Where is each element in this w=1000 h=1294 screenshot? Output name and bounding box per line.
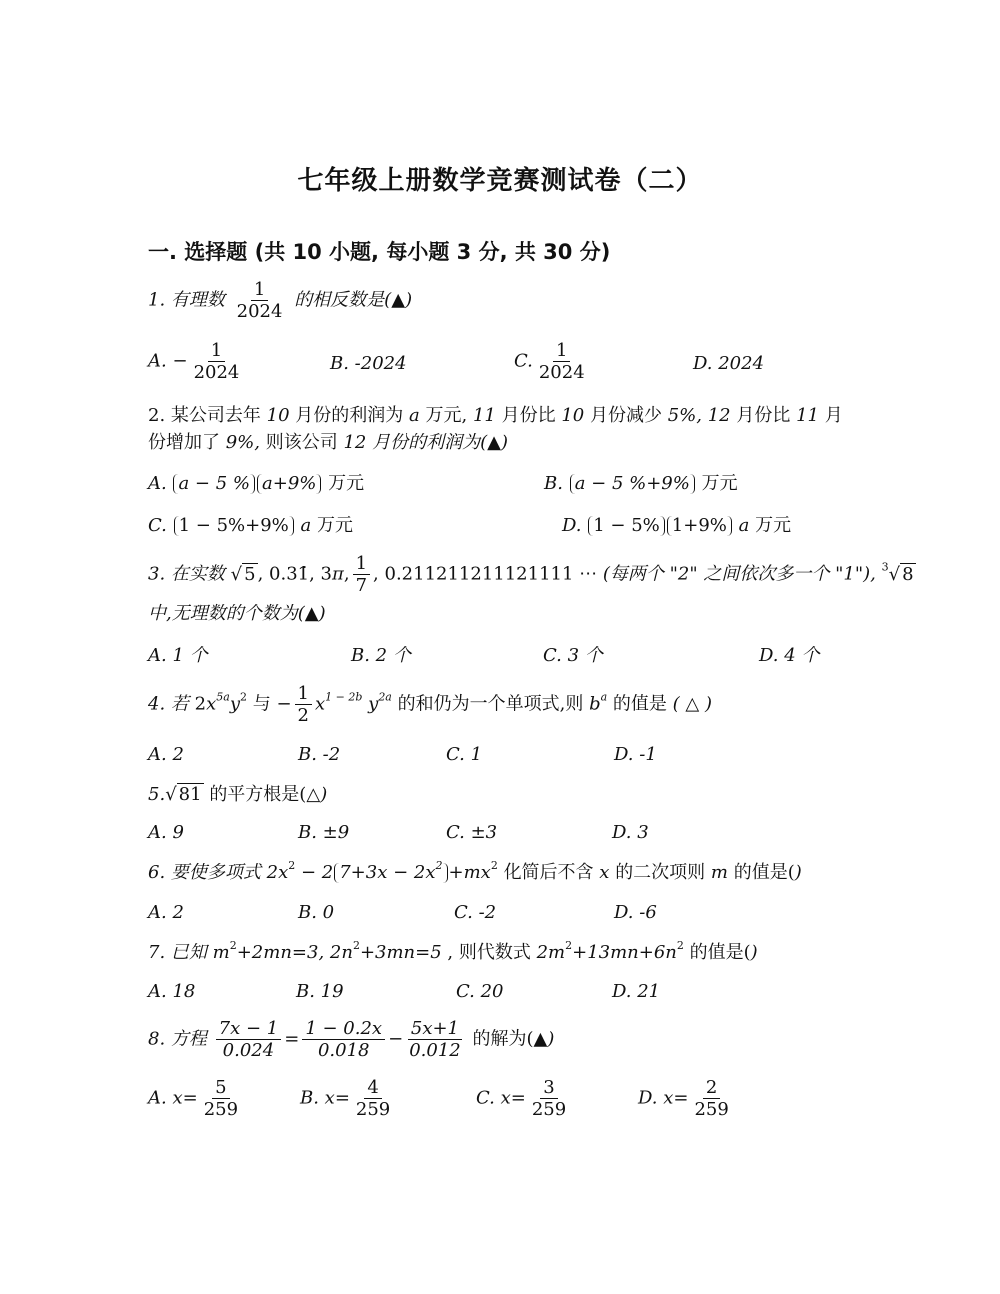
answer-mark: ( △ ) bbox=[672, 693, 712, 715]
inner-expression: 7+3x − 2x bbox=[339, 862, 436, 883]
exponent: 5a bbox=[216, 690, 230, 704]
q2-text: 则该公司 bbox=[265, 432, 338, 453]
q2-num: 11 bbox=[472, 405, 496, 426]
q5-option-c: C. ±3 bbox=[446, 822, 498, 843]
q6-text: 的二次项则 bbox=[615, 862, 706, 883]
q2-num: 10 bbox=[266, 405, 290, 426]
q2-text: 万元, bbox=[425, 405, 468, 426]
q8-fraction-1 bbox=[216, 1018, 282, 1061]
expression: +13mn+6n bbox=[572, 942, 677, 963]
q4-option-d: D. -1 bbox=[614, 744, 657, 765]
frac-num: 3 bbox=[540, 1077, 557, 1099]
paren-expr: 1 − 5%+9% bbox=[174, 516, 294, 536]
root-index: 3 bbox=[881, 560, 889, 574]
q3-close: ) bbox=[318, 603, 326, 624]
sqrt-symbol: √ 81 bbox=[165, 784, 202, 805]
expression: 2x bbox=[266, 862, 289, 883]
frac-den: 7 bbox=[355, 575, 368, 596]
frac-num: 1 − 0.2x bbox=[302, 1018, 385, 1040]
question-8 bbox=[148, 1018, 554, 1061]
q2-text: 2. 某公司去年 bbox=[148, 405, 261, 426]
q3-option-b: B. 2 个 bbox=[351, 645, 411, 666]
q1-c-fraction bbox=[536, 340, 588, 383]
expression: 2m bbox=[536, 942, 566, 963]
q3-option-d: D. 4 个 bbox=[759, 645, 820, 666]
q2-num: 9%, bbox=[225, 432, 261, 453]
q6-option-d: D. -6 bbox=[614, 902, 657, 923]
exponent: 2 bbox=[229, 939, 237, 952]
minus-sign: − bbox=[388, 1028, 404, 1050]
frac-den: 2024 bbox=[193, 362, 240, 383]
q6-close: ) bbox=[794, 862, 802, 883]
q8-d-fraction bbox=[691, 1077, 731, 1120]
q2-option-c bbox=[148, 514, 353, 538]
option-label: C. bbox=[514, 350, 533, 372]
answer-mark: ▲ bbox=[391, 289, 406, 311]
question-1 bbox=[148, 279, 412, 322]
frac-den: 0.024 bbox=[222, 1040, 275, 1061]
q8-text: 的解为( bbox=[472, 1028, 534, 1050]
question-2-line-2 bbox=[148, 431, 508, 455]
exponent: 1 − 2b bbox=[325, 690, 363, 704]
pi-symbol: π bbox=[332, 563, 344, 585]
q1-close: ) bbox=[405, 289, 413, 311]
option-label: C. bbox=[148, 515, 167, 536]
frac-num: 1 bbox=[295, 683, 312, 705]
expression: m bbox=[212, 942, 230, 963]
coefficient: 2 bbox=[194, 693, 207, 715]
q2-close: ) bbox=[501, 432, 509, 453]
variable: y bbox=[229, 693, 240, 715]
unit: 万元 bbox=[328, 473, 365, 494]
q1-option-b: B. -2024 bbox=[330, 353, 407, 374]
q7-text: , 则代数式 bbox=[447, 942, 531, 963]
answer-mark: ▲ bbox=[304, 603, 319, 624]
question-3-line-1 bbox=[148, 553, 916, 596]
repeating-digit: 1̇ bbox=[297, 563, 310, 585]
frac-num: 1 bbox=[553, 340, 570, 362]
q7-close: ) bbox=[750, 942, 758, 963]
q2-num: 12 bbox=[343, 432, 367, 453]
q4-text: 的和仍为一个单项式,则 bbox=[397, 693, 584, 715]
minus-sign: − bbox=[276, 693, 292, 715]
q7-text: 的值是( bbox=[689, 942, 751, 963]
q8-option-b bbox=[300, 1077, 396, 1120]
option-label: A. bbox=[148, 473, 167, 494]
equals-sign: = bbox=[284, 1028, 300, 1050]
q1-frac-num: 1 bbox=[251, 279, 268, 301]
q2-var: a bbox=[409, 405, 420, 426]
q4-option-b: B. -2 bbox=[298, 744, 341, 765]
q7-option-b: B. 19 bbox=[296, 981, 344, 1002]
expression: +mx bbox=[448, 862, 491, 883]
q2-text: 月份比 bbox=[501, 405, 556, 426]
q5-option-b: B. ±9 bbox=[298, 822, 350, 843]
q4-option-c: C. 1 bbox=[446, 744, 483, 765]
unit: 万元 bbox=[701, 473, 738, 494]
q2-option-b bbox=[544, 472, 738, 496]
frac-den: 259 bbox=[694, 1099, 729, 1120]
q5-close: ) bbox=[320, 784, 328, 805]
q5-text: 的平方根是( bbox=[209, 784, 307, 805]
paren-expr bbox=[334, 859, 447, 883]
variable: b bbox=[589, 693, 601, 715]
q3-list: , 3 bbox=[309, 563, 333, 585]
paren-expr: a − 5 %+9% bbox=[570, 474, 695, 494]
q5-option-d: D. 3 bbox=[612, 822, 649, 843]
exponent: 2 bbox=[239, 690, 247, 704]
q8-option-c bbox=[476, 1077, 572, 1120]
q1-fraction bbox=[234, 279, 286, 322]
q1-frac-den: 2024 bbox=[236, 301, 283, 322]
unit: 万元 bbox=[755, 515, 792, 536]
option-label: B. x= bbox=[300, 1087, 350, 1109]
q2-text: 月份的利润为( bbox=[372, 432, 488, 453]
q6-text: 6. 要使多项式 bbox=[148, 862, 261, 883]
minus-sign: − bbox=[172, 350, 188, 372]
q2-option-a bbox=[148, 472, 364, 496]
q6-text: 化简后不含 bbox=[503, 862, 594, 883]
variable: x bbox=[206, 693, 217, 715]
q4-option-a: A. 2 bbox=[148, 744, 184, 765]
q3-option-a: A. 1 个 bbox=[148, 645, 208, 666]
comma: , bbox=[343, 563, 350, 585]
exponent: 2 bbox=[435, 859, 443, 872]
q3-note: (每两个 "2" 之间依次多一个 "1"), bbox=[602, 563, 876, 585]
q8-option-a bbox=[148, 1077, 244, 1120]
q7-option-d: D. 21 bbox=[612, 981, 661, 1002]
q8-fraction-2 bbox=[302, 1018, 385, 1061]
unit: 万元 bbox=[316, 515, 353, 536]
exponent: 2a bbox=[378, 690, 392, 704]
radicand: 5 bbox=[244, 563, 256, 585]
page-title: 七年级上册数学竞赛测试卷（二） bbox=[297, 166, 703, 196]
frac-num: 7x − 1 bbox=[216, 1018, 282, 1040]
expression: − 2 bbox=[295, 862, 334, 883]
q5-option-a: A. 9 bbox=[148, 822, 184, 843]
q3-fraction bbox=[353, 553, 370, 596]
paren-expr: 1+9% bbox=[667, 516, 732, 536]
q8-b-fraction bbox=[353, 1077, 393, 1120]
option-label: A. bbox=[148, 350, 167, 372]
frac-den: 2024 bbox=[538, 362, 585, 383]
question-4 bbox=[148, 683, 712, 726]
option-label: D. bbox=[562, 515, 582, 536]
frac-num: 5 bbox=[212, 1077, 229, 1099]
q4-text: 的值是 bbox=[612, 693, 667, 715]
q1-option-d: D. 2024 bbox=[693, 353, 765, 374]
q8-c-fraction bbox=[529, 1077, 569, 1120]
paren-expr: 1 − 5% bbox=[588, 516, 665, 536]
answer-mark: ▲ bbox=[533, 1028, 548, 1050]
cube-root: √ 8 bbox=[888, 563, 914, 585]
q2-text: 月份减少 bbox=[589, 405, 662, 426]
q7-option-a: A. 18 bbox=[148, 981, 196, 1002]
frac-den: 0.018 bbox=[317, 1040, 370, 1061]
frac-num: 1 bbox=[353, 553, 370, 575]
option-label: A. x= bbox=[148, 1087, 198, 1109]
q3-text: 中,无理数的个数为( bbox=[148, 603, 305, 624]
q1-option-c bbox=[514, 340, 591, 383]
q5-text: 5. bbox=[148, 784, 166, 805]
exponent: 2 bbox=[288, 859, 296, 872]
q8-fraction-3 bbox=[406, 1018, 464, 1061]
frac-den: 2 bbox=[297, 705, 309, 726]
q8-close: ) bbox=[547, 1028, 555, 1050]
question-5 bbox=[148, 783, 327, 807]
q2-num: 5%, bbox=[667, 405, 702, 426]
variable: a bbox=[738, 515, 750, 536]
radicand: 8 bbox=[902, 563, 914, 585]
q1-option-a bbox=[148, 340, 245, 383]
exponent: a bbox=[600, 690, 608, 704]
radicand: 81 bbox=[178, 784, 202, 805]
q8-text: 8. 方程 bbox=[148, 1028, 207, 1050]
exponent: 2 bbox=[676, 939, 684, 952]
q2-num: 11 bbox=[796, 405, 819, 426]
frac-den: 259 bbox=[203, 1099, 239, 1120]
exponent: 2 bbox=[490, 859, 498, 872]
variable: a bbox=[300, 515, 312, 536]
frac-num: 5x+1 bbox=[408, 1018, 462, 1040]
q4-fraction bbox=[295, 683, 312, 726]
q1-text: 1. 有理数 bbox=[148, 289, 225, 311]
option-label: C. x= bbox=[476, 1087, 526, 1109]
expression: +3mn=5 bbox=[359, 942, 442, 963]
q2-text: 月份比 bbox=[736, 405, 791, 426]
variable: x bbox=[599, 862, 610, 883]
option-label: D. x= bbox=[638, 1087, 689, 1109]
frac-den: 0.012 bbox=[409, 1040, 461, 1061]
section-heading: 一. 选择题 (共 10 小题, 每小题 3 分, 共 30 分) bbox=[148, 240, 611, 264]
frac-num: 4 bbox=[364, 1077, 381, 1099]
sqrt-symbol: √ 5 bbox=[230, 563, 256, 585]
paren-expr: a+9% bbox=[257, 474, 321, 494]
frac-num: 1 bbox=[208, 340, 225, 362]
q3-list: , 0.3 bbox=[257, 563, 298, 585]
q7-text: 7. 已知 bbox=[148, 942, 207, 963]
variable: y bbox=[368, 693, 379, 715]
expression: +2mn=3, 2n bbox=[236, 942, 353, 963]
exponent: 2 bbox=[565, 939, 573, 952]
q1-a-fraction bbox=[191, 340, 243, 383]
paren-expr: a − 5 % bbox=[173, 474, 255, 494]
q2-text: 月 bbox=[824, 405, 843, 426]
q8-a-fraction bbox=[201, 1077, 241, 1120]
q3-list: , 0.211211211121111 ⋯ bbox=[373, 563, 598, 585]
q3-text: 3. 在实数 bbox=[148, 563, 225, 585]
q4-text: 与 bbox=[252, 693, 271, 715]
answer-mark: △ bbox=[306, 784, 321, 805]
question-2-line-1 bbox=[148, 404, 843, 428]
q2-num: 12 bbox=[707, 405, 731, 426]
frac-den: 259 bbox=[531, 1099, 567, 1120]
q1-post: 的相反数是( bbox=[294, 289, 392, 311]
question-3-line-2 bbox=[148, 602, 326, 626]
q6-option-b: B. 0 bbox=[298, 902, 335, 923]
answer-mark: ▲ bbox=[487, 432, 501, 453]
option-label: B. bbox=[544, 473, 563, 494]
exponent: 2 bbox=[352, 939, 360, 952]
variable: x bbox=[315, 693, 326, 715]
q7-option-c: C. 20 bbox=[456, 981, 504, 1002]
q2-text: 月份的利润为 bbox=[295, 405, 404, 426]
q3-option-c: C. 3 个 bbox=[543, 645, 603, 666]
frac-den: 259 bbox=[355, 1099, 391, 1120]
q6-text: 的值是( bbox=[733, 862, 795, 883]
q2-num: 10 bbox=[561, 405, 585, 426]
q2-option-d bbox=[562, 514, 791, 538]
question-6 bbox=[148, 861, 802, 885]
q8-option-d bbox=[638, 1077, 735, 1120]
q4-text: 4. 若 bbox=[148, 693, 189, 715]
question-7 bbox=[148, 941, 758, 965]
variable: m bbox=[710, 862, 728, 883]
q6-option-a: A. 2 bbox=[148, 902, 184, 923]
q6-option-c: C. -2 bbox=[454, 902, 497, 923]
frac-num: 2 bbox=[703, 1077, 720, 1099]
q2-text: 份增加了 bbox=[148, 432, 220, 453]
